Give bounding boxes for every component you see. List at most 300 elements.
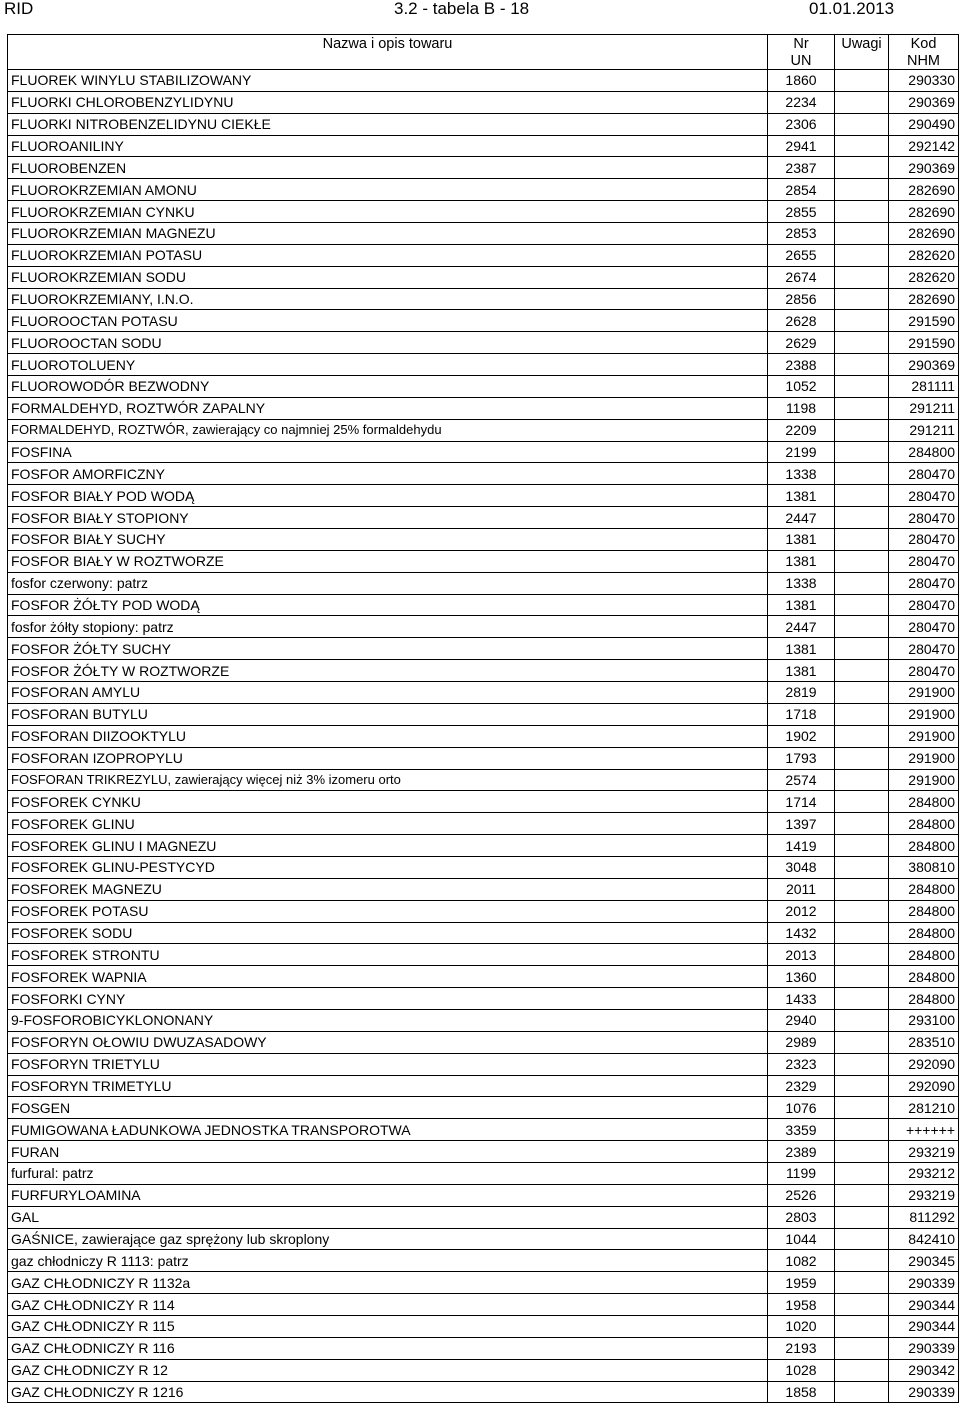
cell-name: FOSFOR BIAŁY SUCHY <box>8 529 768 551</box>
cell-name: FOSFORAN DIIZOOKTYLU <box>8 725 768 747</box>
cell-nhm: 291900 <box>889 703 959 725</box>
cell-nhm: 284800 <box>889 988 959 1010</box>
cell-un: 2388 <box>768 354 835 376</box>
table-row <box>8 223 959 245</box>
cell-nhm: 293100 <box>889 1009 959 1031</box>
table-row <box>8 1315 959 1337</box>
cell-notes <box>835 791 889 813</box>
cell-name: FLUOROKRZEMIAN POTASU <box>8 244 768 266</box>
table-row <box>8 1053 959 1075</box>
cell-notes <box>835 463 889 485</box>
table-row <box>8 1206 959 1228</box>
cell-notes <box>835 1272 889 1294</box>
cell-name: fosfor żółty stopiony: patrz <box>8 616 768 638</box>
cell-name: FOSFORAN IZOPROPYLU <box>8 747 768 769</box>
cell-name: FLUOROKRZEMIAN CYNKU <box>8 201 768 223</box>
cell-un: 1959 <box>768 1272 835 1294</box>
cell-un: 2323 <box>768 1053 835 1075</box>
cell-notes <box>835 157 889 179</box>
table-row <box>8 856 959 878</box>
cell-name: FOSFOREK SODU <box>8 922 768 944</box>
table-row <box>8 113 959 135</box>
table-row <box>8 419 959 441</box>
cell-nhm: 280470 <box>889 529 959 551</box>
table-row <box>8 1075 959 1097</box>
cell-un: 2329 <box>768 1075 835 1097</box>
cell-nhm: 290345 <box>889 1250 959 1272</box>
cell-nhm: 291900 <box>889 682 959 704</box>
cell-notes <box>835 1141 889 1163</box>
cell-notes <box>835 332 889 354</box>
column-header-name-cont <box>8 53 768 70</box>
cell-notes <box>835 572 889 594</box>
cell-nhm: 284800 <box>889 900 959 922</box>
cell-notes <box>835 835 889 857</box>
cell-nhm: 284800 <box>889 813 959 835</box>
cell-name: 9-FOSFOROBICYKLONONANY <box>8 1009 768 1031</box>
cell-un: 2447 <box>768 507 835 529</box>
cell-nhm: 280470 <box>889 616 959 638</box>
cell-name: gaz chłodniczy R 1113: patrz <box>8 1250 768 1272</box>
table-header-subrow <box>8 53 959 70</box>
cell-nhm: 282620 <box>889 244 959 266</box>
cell-un: 2856 <box>768 288 835 310</box>
cell-notes <box>835 616 889 638</box>
cell-un: 1714 <box>768 791 835 813</box>
cell-notes <box>835 1119 889 1141</box>
cell-name: GAZ CHŁODNICZY R 115 <box>8 1315 768 1337</box>
cell-nhm: 280470 <box>889 594 959 616</box>
table-header-row <box>8 35 959 54</box>
column-header-un: UN <box>768 53 835 70</box>
cell-notes <box>835 660 889 682</box>
cell-name: furfural: patrz <box>8 1162 768 1184</box>
cell-un: 2199 <box>768 441 835 463</box>
cell-un: 2574 <box>768 769 835 791</box>
table-row <box>8 1141 959 1163</box>
column-header-notes-cont <box>835 53 889 70</box>
cell-nhm: 291900 <box>889 725 959 747</box>
cell-notes <box>835 485 889 507</box>
table-row <box>8 1184 959 1206</box>
cell-name: FOSFOR AMORFICZNY <box>8 463 768 485</box>
table-row <box>8 1250 959 1272</box>
table-row <box>8 1337 959 1359</box>
table-row <box>8 616 959 638</box>
cell-un: 1082 <box>768 1250 835 1272</box>
cell-name: FOSFORYN TRIMETYLU <box>8 1075 768 1097</box>
cell-name: GAZ CHŁODNICZY R 114 <box>8 1294 768 1316</box>
cell-name: FOSFOREK GLINU-PESTYCYD <box>8 856 768 878</box>
cell-notes <box>835 594 889 616</box>
cell-name: FOSFOREK GLINU I MAGNEZU <box>8 835 768 857</box>
cell-un: 1718 <box>768 703 835 725</box>
table-row <box>8 944 959 966</box>
cell-name: FURFURYLOAMINA <box>8 1184 768 1206</box>
table-row <box>8 572 959 594</box>
cell-notes <box>835 507 889 529</box>
cell-name: FLUOROKRZEMIANY, I.N.O. <box>8 288 768 310</box>
cell-nhm: 380810 <box>889 856 959 878</box>
cell-notes <box>835 638 889 660</box>
cell-notes <box>835 1184 889 1206</box>
cell-name: GAZ CHŁODNICZY R 116 <box>8 1337 768 1359</box>
cell-name: FLUOROTOLUENY <box>8 354 768 376</box>
cell-nhm: 290342 <box>889 1359 959 1381</box>
cell-notes <box>835 113 889 135</box>
cell-un: 1381 <box>768 485 835 507</box>
cell-nhm: 284800 <box>889 966 959 988</box>
table-row <box>8 201 959 223</box>
cell-un: 2526 <box>768 1184 835 1206</box>
cell-name: FUMIGOWANA ŁADUNKOWA JEDNOSTKA TRANSPOROTWA <box>8 1119 768 1141</box>
cell-notes <box>835 354 889 376</box>
cell-un: 2655 <box>768 244 835 266</box>
cell-nhm: 280470 <box>889 485 959 507</box>
cell-name: FOSFOREK GLINU <box>8 813 768 835</box>
cell-name: FLUOROKRZEMIAN AMONU <box>8 179 768 201</box>
cell-notes <box>835 288 889 310</box>
cell-notes <box>835 944 889 966</box>
cell-un: 1381 <box>768 529 835 551</box>
cell-un: 1397 <box>768 813 835 835</box>
cell-name: FOSFOR BIAŁY POD WODĄ <box>8 485 768 507</box>
cell-name: GAŚNICE, zawierające gaz sprężony lub skroplony <box>8 1228 768 1250</box>
cell-name: FOSFOREK POTASU <box>8 900 768 922</box>
table-row <box>8 966 959 988</box>
cell-un: 2674 <box>768 266 835 288</box>
cell-un: 1338 <box>768 463 835 485</box>
cell-name: GAZ CHŁODNICZY R 12 <box>8 1359 768 1381</box>
cell-notes <box>835 529 889 551</box>
table-row <box>8 1294 959 1316</box>
cell-name: FOSFOR BIAŁY W ROZTWORZE <box>8 550 768 572</box>
cell-nhm: 292090 <box>889 1075 959 1097</box>
cell-nhm: 280470 <box>889 572 959 594</box>
cell-name: FLUOROKRZEMIAN SODU <box>8 266 768 288</box>
table-row <box>8 900 959 922</box>
table-row <box>8 1119 959 1141</box>
cell-name: FORMALDEHYD, ROZTWÓR ZAPALNY <box>8 397 768 419</box>
table-row <box>8 747 959 769</box>
cell-nhm: 291590 <box>889 332 959 354</box>
cell-nhm: 281210 <box>889 1097 959 1119</box>
cell-un: 2989 <box>768 1031 835 1053</box>
cell-un: 2234 <box>768 91 835 113</box>
cell-name: GAZ CHŁODNICZY R 1132a <box>8 1272 768 1294</box>
cell-un: 2855 <box>768 201 835 223</box>
cell-nhm: 284800 <box>889 944 959 966</box>
cell-name: FOSFORAN AMYLU <box>8 682 768 704</box>
cell-nhm: 291590 <box>889 310 959 332</box>
table-row <box>8 135 959 157</box>
cell-nhm: 291900 <box>889 769 959 791</box>
cell-name: fosfor czerwony: patrz <box>8 572 768 594</box>
table-row <box>8 1359 959 1381</box>
cell-name: FLUOREK WINYLU STABILIZOWANY <box>8 70 768 92</box>
cell-nhm: 292090 <box>889 1053 959 1075</box>
cell-un: 1020 <box>768 1315 835 1337</box>
header-right: 01.01.2013 <box>809 0 895 18</box>
cell-name: FURAN <box>8 1141 768 1163</box>
cell-un: 1028 <box>768 1359 835 1381</box>
cell-un: 2387 <box>768 157 835 179</box>
cell-notes <box>835 1075 889 1097</box>
table-row <box>8 376 959 398</box>
cell-name: FORMALDEHYD, ROZTWÓR, zawierający co najmniej 25% formaldehydu <box>8 419 768 441</box>
table-row <box>8 310 959 332</box>
cell-nhm: 284800 <box>889 922 959 944</box>
cell-notes <box>835 550 889 572</box>
cell-nhm: 280470 <box>889 660 959 682</box>
goods-table <box>7 34 959 1403</box>
table-row <box>8 332 959 354</box>
cell-name: FLUOROKRZEMIAN MAGNEZU <box>8 223 768 245</box>
cell-un: 1381 <box>768 660 835 682</box>
table-row <box>8 725 959 747</box>
cell-notes <box>835 813 889 835</box>
cell-nhm: 290339 <box>889 1381 959 1403</box>
table-row <box>8 1381 959 1403</box>
cell-nhm: 280470 <box>889 463 959 485</box>
table-row <box>8 703 959 725</box>
cell-notes <box>835 1009 889 1031</box>
cell-name: FOSFOREK STRONTU <box>8 944 768 966</box>
cell-notes <box>835 91 889 113</box>
cell-notes <box>835 1315 889 1337</box>
table-row <box>8 791 959 813</box>
cell-nhm: 290339 <box>889 1272 959 1294</box>
table-row <box>8 835 959 857</box>
cell-notes <box>835 201 889 223</box>
cell-name: FOSFOR ŻÓŁTY W ROZTWORZE <box>8 660 768 682</box>
cell-nhm: 282690 <box>889 201 959 223</box>
cell-un: 1958 <box>768 1294 835 1316</box>
column-header-kod: Kod <box>889 35 959 54</box>
cell-name: GAL <box>8 1206 768 1228</box>
cell-un: 1198 <box>768 397 835 419</box>
table-row <box>8 441 959 463</box>
cell-notes <box>835 1162 889 1184</box>
cell-nhm: 290369 <box>889 157 959 179</box>
cell-notes <box>835 988 889 1010</box>
cell-un: 1433 <box>768 988 835 1010</box>
cell-name: FLUORKI CHLOROBENZYLIDYNU <box>8 91 768 113</box>
cell-un: 1338 <box>768 572 835 594</box>
cell-notes <box>835 725 889 747</box>
cell-name: FLUOROOCTAN SODU <box>8 332 768 354</box>
cell-un: 1360 <box>768 966 835 988</box>
cell-nhm: 282690 <box>889 179 959 201</box>
cell-nhm: 293219 <box>889 1184 959 1206</box>
cell-nhm: 283510 <box>889 1031 959 1053</box>
cell-name: FLUOROBENZEN <box>8 157 768 179</box>
table-row <box>8 813 959 835</box>
table-row <box>8 1097 959 1119</box>
column-header-nr: Nr <box>768 35 835 54</box>
cell-un: 1432 <box>768 922 835 944</box>
cell-un: 2306 <box>768 113 835 135</box>
table-row <box>8 1228 959 1250</box>
cell-nhm: 811292 <box>889 1206 959 1228</box>
cell-notes <box>835 1031 889 1053</box>
cell-un: 1793 <box>768 747 835 769</box>
table-row <box>8 1272 959 1294</box>
table-row <box>8 1009 959 1031</box>
cell-name: FOSFORAN TRIKREZYLU, zawierający więcej niż 3% izomeru orto <box>8 769 768 791</box>
cell-nhm: 290330 <box>889 70 959 92</box>
cell-notes <box>835 1228 889 1250</box>
cell-nhm: 290339 <box>889 1337 959 1359</box>
cell-nhm: 282690 <box>889 288 959 310</box>
cell-name: GAZ CHŁODNICZY R 1216 <box>8 1381 768 1403</box>
cell-notes <box>835 878 889 900</box>
table-body <box>8 70 959 1403</box>
cell-notes <box>835 70 889 92</box>
cell-un: 1199 <box>768 1162 835 1184</box>
table-row <box>8 594 959 616</box>
cell-nhm: 284800 <box>889 791 959 813</box>
cell-notes <box>835 419 889 441</box>
cell-notes <box>835 900 889 922</box>
table-row <box>8 179 959 201</box>
cell-name: FLUOROANILINY <box>8 135 768 157</box>
cell-un: 1858 <box>768 1381 835 1403</box>
cell-name: FLUORKI NITROBENZELIDYNU CIEKŁE <box>8 113 768 135</box>
cell-name: FOSGEN <box>8 1097 768 1119</box>
table-row <box>8 507 959 529</box>
cell-un: 2193 <box>768 1337 835 1359</box>
cell-notes <box>835 682 889 704</box>
cell-un: 1044 <box>768 1228 835 1250</box>
table-row <box>8 157 959 179</box>
cell-notes <box>835 397 889 419</box>
cell-name: FLUOROWODÓR BEZWODNY <box>8 376 768 398</box>
cell-name: FOSFORKI CYNY <box>8 988 768 1010</box>
cell-notes <box>835 922 889 944</box>
cell-notes <box>835 179 889 201</box>
cell-notes <box>835 135 889 157</box>
cell-un: 1419 <box>768 835 835 857</box>
cell-name: FOSFORYN TRIETYLU <box>8 1053 768 1075</box>
cell-name: FOSFORYN OŁOWIU DWUZASADOWY <box>8 1031 768 1053</box>
table-row <box>8 91 959 113</box>
cell-un: 2819 <box>768 682 835 704</box>
cell-nhm: 291900 <box>889 747 959 769</box>
header-center: 3.2 - tabela B - 18 <box>394 0 530 18</box>
header-left: RID <box>4 0 34 18</box>
column-header-name: Nazwa i opis towaru <box>8 35 768 54</box>
table-row <box>8 266 959 288</box>
cell-notes <box>835 376 889 398</box>
cell-name: FOSFINA <box>8 441 768 463</box>
cell-nhm: 281111 <box>889 376 959 398</box>
cell-name: FOSFOREK CYNKU <box>8 791 768 813</box>
cell-nhm: 292142 <box>889 135 959 157</box>
cell-un: 3359 <box>768 1119 835 1141</box>
table-row <box>8 769 959 791</box>
cell-notes <box>835 223 889 245</box>
cell-notes <box>835 1381 889 1403</box>
table-row <box>8 550 959 572</box>
cell-notes <box>835 1053 889 1075</box>
cell-un: 2447 <box>768 616 835 638</box>
table-row <box>8 1031 959 1053</box>
cell-name: FOSFOR BIAŁY STOPIONY <box>8 507 768 529</box>
cell-notes <box>835 769 889 791</box>
table-row <box>8 288 959 310</box>
cell-notes <box>835 703 889 725</box>
cell-un: 2941 <box>768 135 835 157</box>
cell-un: 2854 <box>768 179 835 201</box>
cell-notes <box>835 966 889 988</box>
cell-nhm: 290369 <box>889 354 959 376</box>
cell-nhm: 290490 <box>889 113 959 135</box>
cell-un: 2628 <box>768 310 835 332</box>
cell-nhm: 291211 <box>889 419 959 441</box>
table-row <box>8 529 959 551</box>
cell-un: 2629 <box>768 332 835 354</box>
cell-nhm: 280470 <box>889 507 959 529</box>
cell-nhm: 280470 <box>889 550 959 572</box>
cell-un: 1076 <box>768 1097 835 1119</box>
cell-un: 2209 <box>768 419 835 441</box>
cell-nhm: ++++++ <box>889 1119 959 1141</box>
cell-un: 1052 <box>768 376 835 398</box>
table-row <box>8 354 959 376</box>
table-row <box>8 70 959 92</box>
cell-notes <box>835 1206 889 1228</box>
table-row <box>8 397 959 419</box>
cell-nhm: 290344 <box>889 1315 959 1337</box>
cell-un: 3048 <box>768 856 835 878</box>
table-row <box>8 463 959 485</box>
cell-un: 2013 <box>768 944 835 966</box>
table-row <box>8 244 959 266</box>
cell-un: 2389 <box>768 1141 835 1163</box>
cell-notes <box>835 1294 889 1316</box>
cell-un: 2011 <box>768 878 835 900</box>
cell-name: FLUOROOCTAN POTASU <box>8 310 768 332</box>
cell-name: FOSFOR ŻÓŁTY SUCHY <box>8 638 768 660</box>
cell-name: FOSFOREK WAPNIA <box>8 966 768 988</box>
cell-nhm: 284800 <box>889 878 959 900</box>
cell-un: 1381 <box>768 550 835 572</box>
cell-nhm: 284800 <box>889 835 959 857</box>
column-header-nhm: NHM <box>889 53 959 70</box>
cell-name: FOSFOREK MAGNEZU <box>8 878 768 900</box>
table-row <box>8 878 959 900</box>
cell-nhm: 284800 <box>889 441 959 463</box>
table-row <box>8 485 959 507</box>
cell-nhm: 282690 <box>889 223 959 245</box>
cell-notes <box>835 747 889 769</box>
cell-nhm: 290369 <box>889 91 959 113</box>
cell-notes <box>835 266 889 288</box>
cell-un: 1902 <box>768 725 835 747</box>
page-header <box>0 0 960 22</box>
table-row <box>8 988 959 1010</box>
cell-notes <box>835 244 889 266</box>
cell-nhm: 282620 <box>889 266 959 288</box>
cell-un: 2853 <box>768 223 835 245</box>
cell-nhm: 293212 <box>889 1162 959 1184</box>
cell-nhm: 290344 <box>889 1294 959 1316</box>
cell-nhm: 280470 <box>889 638 959 660</box>
cell-notes <box>835 856 889 878</box>
cell-notes <box>835 1097 889 1119</box>
cell-nhm: 842410 <box>889 1228 959 1250</box>
